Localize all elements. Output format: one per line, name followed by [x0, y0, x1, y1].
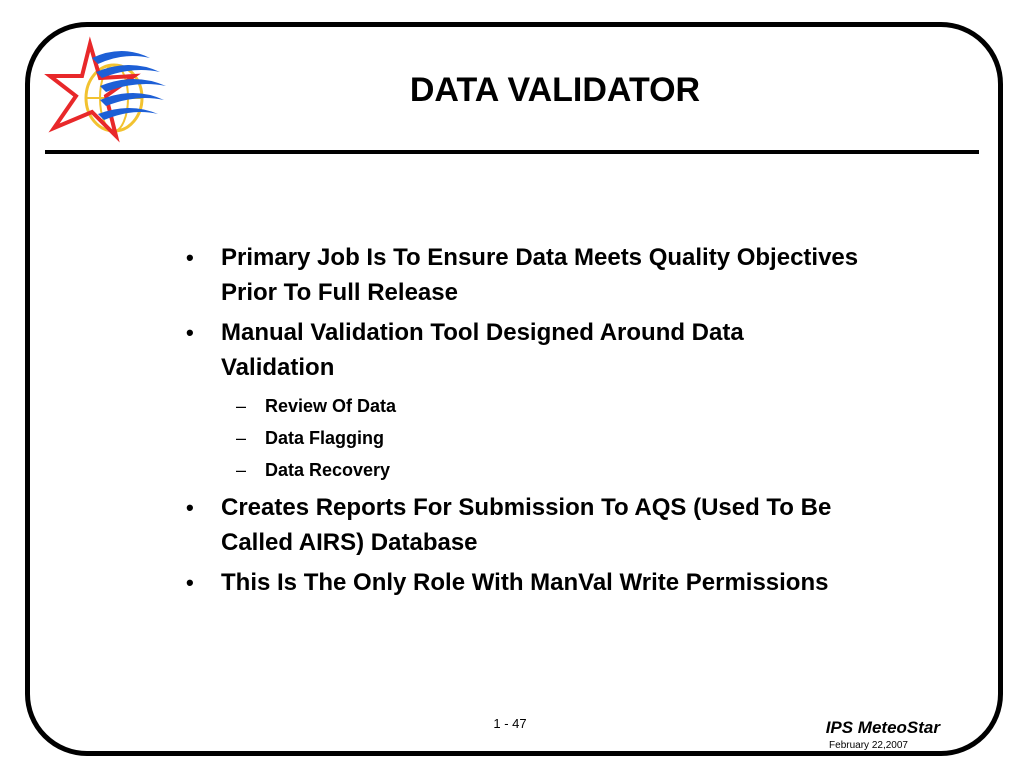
- bullet-text: Manual Validation Tool Designed Around Data Validation: [221, 319, 744, 381]
- bullet-marker: •: [186, 570, 194, 595]
- bullet-marker: •: [186, 320, 194, 345]
- sub-bullet-marker: –: [236, 428, 247, 448]
- bullet-list: [180, 240, 860, 605]
- sub-bullet-text: Review Of Data: [265, 396, 397, 416]
- page-number: 1 - 47: [493, 716, 527, 731]
- star-globe-logo-icon: [42, 36, 172, 146]
- sub-bullet-item: [180, 390, 860, 422]
- footer-brand: IPS MeteoStar: [825, 718, 940, 737]
- sub-bullet-list: [180, 390, 860, 486]
- slide-title: DATA VALIDATOR: [409, 71, 701, 109]
- sub-bullet-item: [180, 422, 860, 454]
- sub-bullet-marker: –: [236, 460, 247, 480]
- sub-bullet-text: Data Flagging: [265, 428, 385, 448]
- title-divider: [45, 150, 979, 154]
- bullet-item: [180, 240, 860, 310]
- bullet-item: [180, 490, 860, 560]
- sub-bullet-text: Data Recovery: [265, 460, 391, 480]
- footer-date: February 22,2007: [829, 740, 908, 751]
- bullet-text: Primary Job Is To Ensure Data Meets Quality Objectives Prior To Full Release: [221, 244, 859, 306]
- bullet-text: Creates Reports For Submission To AQS (Used To Be Called AIRS) Database: [221, 494, 832, 556]
- bullet-marker: •: [186, 495, 194, 520]
- sub-bullet-item: [180, 454, 860, 486]
- bullet-marker: •: [186, 245, 194, 270]
- sub-bullet-marker: –: [236, 396, 247, 416]
- bullet-item: [180, 565, 860, 600]
- bullet-text: This Is The Only Role With ManVal Write Permissions: [221, 569, 829, 596]
- bullet-item: [180, 315, 860, 385]
